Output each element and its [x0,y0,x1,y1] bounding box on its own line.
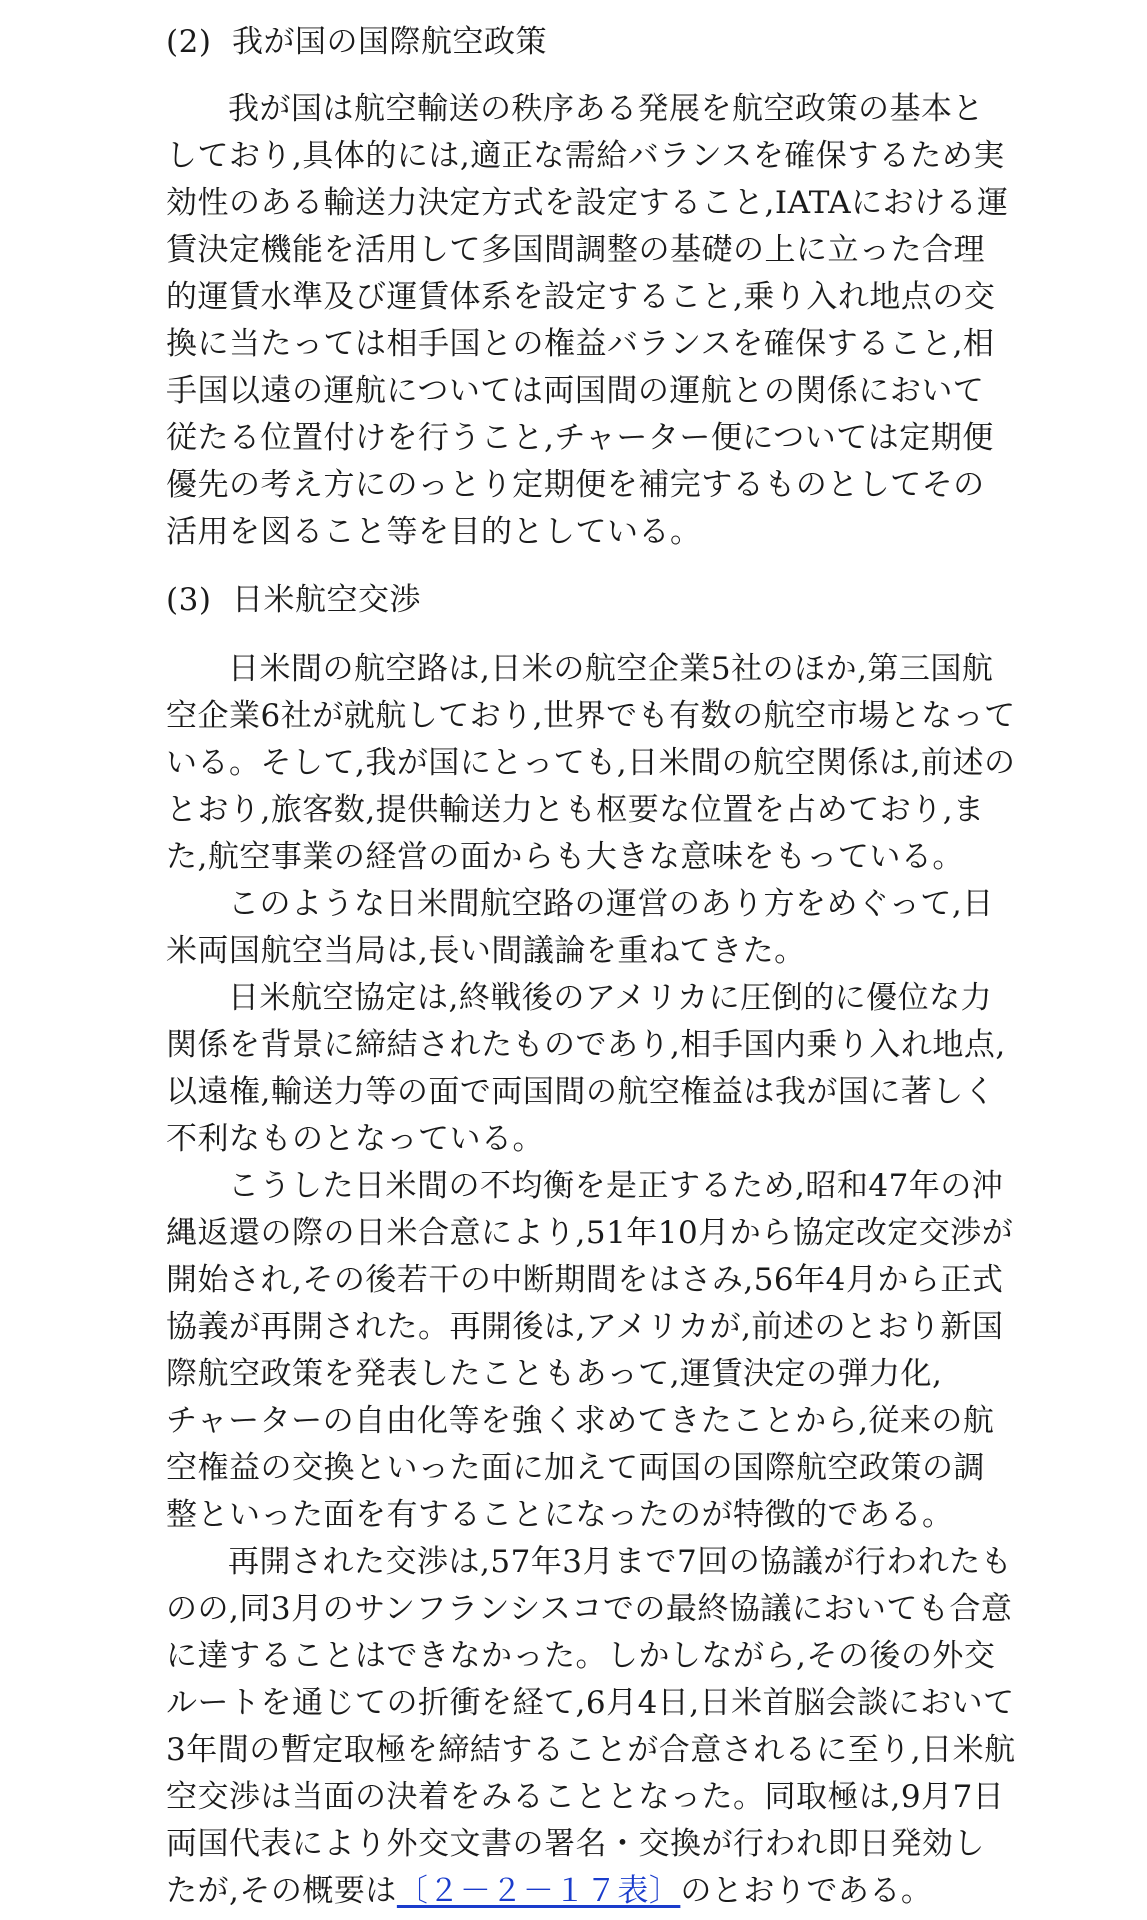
text-line: 空権益の交換といった面に加えて両国の国際航空政策の調 [166,1450,985,1486]
text-line: 的運賃水準及び運賃体系を設定すること,乗り入れ地点の交 [166,279,996,315]
section-number: (3) [166,582,212,618]
text-line: 我が国は航空輸送の秩序ある発展を航空政策の基本と [228,91,984,127]
text-line: 換に当たっては相手国との権益バランスを確保すること,相 [166,326,995,362]
paragraph-agreement [166,975,1006,1163]
text-line: 手国以遠の運航については両国間の運航との関係において [166,373,985,409]
text-line: こうした日米間の不均衡を是正するため,昭和47年の沖 [228,1168,1004,1204]
text-line: しており,具体的には,適正な需給バランスを確保するため実 [166,138,1005,174]
text-line: 不利なものとなっている。 [166,1121,544,1157]
text-line: ルートを通じての折衝を経て,6月4日,日米首脳会談において [166,1685,1015,1721]
text-line: 空企業6社が就航しており,世界でも有数の航空市場となって [166,698,1016,734]
text-line: いる。そして,我が国にとっても,日米間の航空関係は,前述の [166,745,1016,781]
text-line: 従たる位置付けを行うこと,チャーター便については定期便 [166,420,994,456]
table-reference-link[interactable]: 〔２－２－１７表〕 [396,1873,681,1909]
paragraph-us-japan-route [166,646,1016,881]
text-line: 協義が再開された。再開後は,アメリカが,前述のとおり新国 [166,1309,1004,1345]
text-line: 3年間の暫定取極を締結することが合意されるに至り,日米航 [166,1732,1016,1768]
text-line: 空交渉は当面の決着をみることとなった。同取極は,9月7日 [166,1779,1005,1815]
text-line: 活用を図ること等を目的としている。 [166,514,702,550]
text-line: とおり,旅客数,提供輸送力とも枢要な位置を占めており,ま [166,792,985,828]
text-line: 以遠権,輸送力等の面で両国間の航空権益は我が国に著しく [166,1074,996,1110]
text-line: 際航空政策を発表したこともあって,運賃決定の弾力化, [166,1356,943,1392]
text-line: のの,同3月のサンフランシスコでの最終協議においても合意 [166,1591,1013,1627]
text-line: 日米航空協定は,終戦後のアメリカに圧倒的に優位な力 [228,980,993,1016]
paragraph-discussions [166,881,994,975]
text-line: 米両国航空当局は,長い間議論を重ねてきた。 [166,933,806,969]
text-line: 整といった面を有することになったのが特徴的である。 [166,1497,954,1533]
section-heading-2 [166,16,986,68]
text-line: 再開された交渉は,57年3月まで7回の協議が行われたも [228,1544,1013,1580]
section-title: 日米航空交渉 [232,582,421,618]
document-page [166,16,1016,1915]
section-title: 我が国の国際航空政策 [232,24,547,60]
text-line-with-link [166,1868,986,1915]
text-line: 縄返還の際の日米合意により,51年10月から協定改定交渉が [166,1215,1014,1251]
text-line: 関係を背景に締結されたものであり,相手国内乗り入れ地点, [166,1027,1006,1063]
text-line: 賃決定機能を活用して多国間調整の基礎の上に立った合理 [166,232,985,268]
text-line: 優先の考え方にのっとり定期便を補完するものとしてその [166,467,985,503]
text-line: このような日米間航空路の運営のあり方をめぐって,日 [228,886,994,922]
paragraph-imbalance [166,1163,1014,1539]
text-line: た,航空事業の経営の面からも大きな意味をもっている。 [166,839,964,875]
paragraph-aviation-policy [166,86,1009,556]
paragraph-negotiations [166,1539,1016,1915]
text-line: に達することはできなかった。しかしながら,その後の外交 [166,1638,996,1674]
text-line: 両国代表により外交文書の署名・交換が行われ即日発効し [166,1826,985,1862]
text-line: 効性のある輸送力決定方式を設定すること,IATAにおける運 [166,185,1009,221]
text-line: チャーターの自由化等を強く求めてきたことから,従来の航 [166,1403,995,1439]
section-heading-3 [166,574,986,626]
text-line: 開始され,その後若干の中断期間をはさみ,56年4月から正式 [166,1262,1004,1298]
text-fragment: たが,その概要は [166,1873,397,1909]
section-number: (2) [166,24,212,60]
text-line: 日米間の航空路は,日米の航空企業5社のほか,第三国航 [228,651,994,687]
text-fragment: のとおりである。 [680,1873,933,1909]
